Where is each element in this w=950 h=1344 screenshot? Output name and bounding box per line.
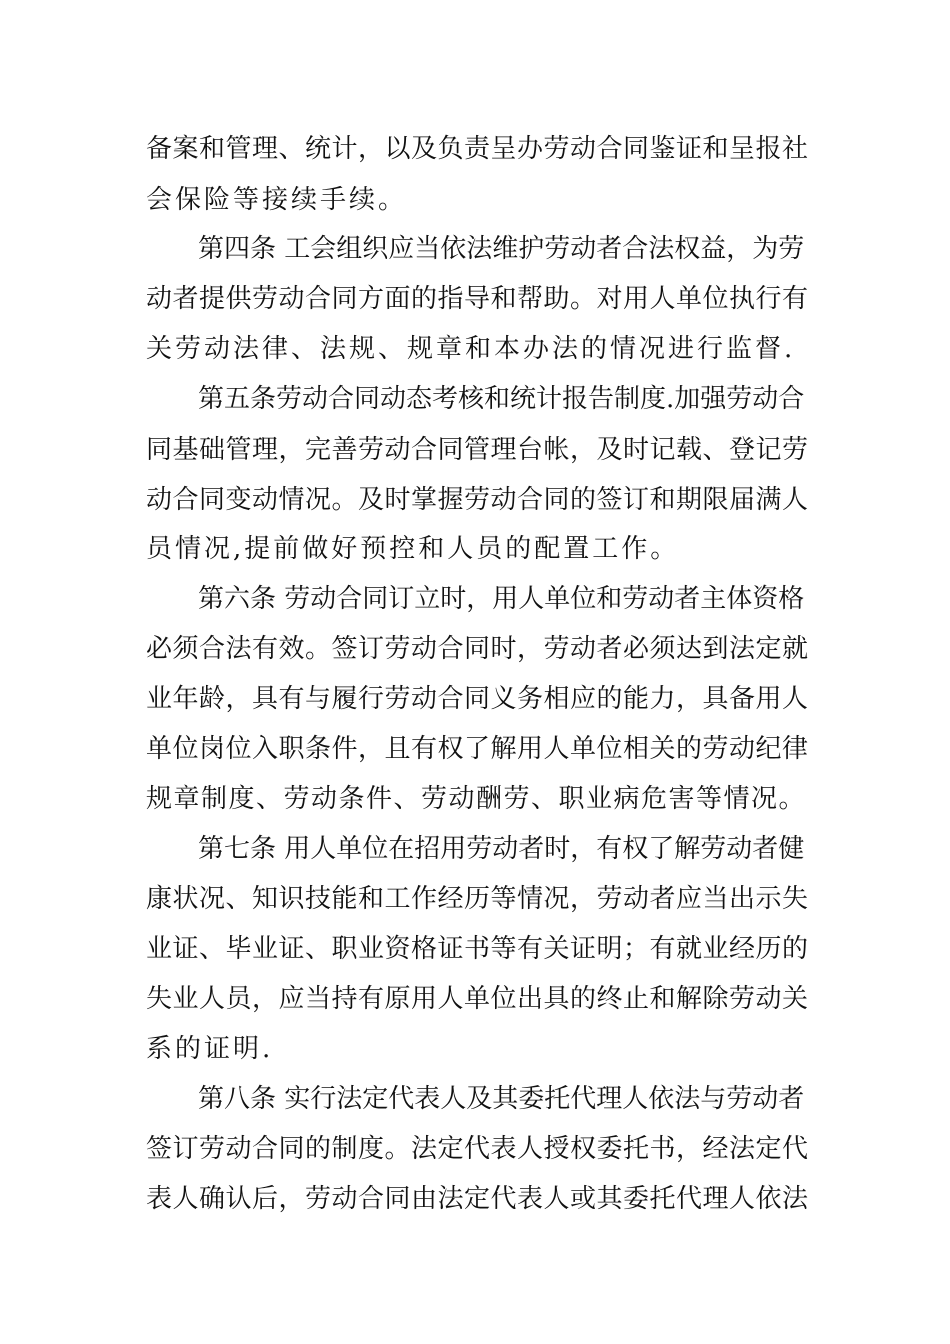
text-line: 必须合法有效。签订劳动合同时，劳动者必须达到法定就	[146, 634, 809, 664]
text-line: 员情况,提前做好预控和人员的配置工作。	[146, 534, 680, 564]
text-line: 系的证明.	[146, 1034, 274, 1064]
text-line: 关劳动法律、法规、规章和本办法的情况进行监督.	[146, 334, 796, 364]
article-6-first-line: 第六条 劳动合同订立时，用人单位和劳动者主体资格	[198, 584, 805, 614]
text-line: 康状况、知识技能和工作经历等情况，劳动者应当出示失	[146, 884, 809, 914]
text-line: 失业人员，应当持有原用人单位出具的终止和解除劳动关	[146, 984, 809, 1014]
text-line: 业年龄，具有与履行劳动合同义务相应的能力，具备用人	[146, 684, 809, 714]
text-line: 同基础管理，完善劳动合同管理台帐，及时记载、登记劳	[146, 435, 809, 465]
text-line: 会保险等接续手续。	[146, 185, 408, 215]
article-5-first-line: 第五条劳动合同动态考核和统计报告制度.加强劳动合	[198, 384, 805, 414]
text-line: 规章制度、劳动条件、劳动酬劳、职业病危害等情况。	[146, 784, 807, 814]
article-8-first-line: 第八条 实行法定代表人及其委托代理人依法与劳动者	[198, 1084, 805, 1114]
text-line: 备案和管理、统计，以及负责呈办劳动合同鉴证和呈报社	[146, 134, 809, 164]
article-4-first-line: 第四条 工会组织应当依法维护劳动者合法权益，为劳	[198, 234, 805, 264]
text-line: 动者提供劳动合同方面的指导和帮助。对用人单位执行有	[146, 284, 809, 314]
text-line: 签订劳动合同的制度。法定代表人授权委托书，经法定代	[146, 1134, 809, 1164]
text-line: 表人确认后，劳动合同由法定代表人或其委托代理人依法	[146, 1184, 809, 1214]
article-7-first-line: 第七条 用人单位在招用劳动者时，有权了解劳动者健	[198, 834, 805, 864]
text-line: 业证、毕业证、职业资格证书等有关证明；有就业经历的	[146, 934, 809, 964]
text-line: 单位岗位入职条件，且有权了解用人单位相关的劳动纪律	[146, 734, 809, 764]
text-line: 动合同变动情况。及时掌握劳动合同的签订和期限届满人	[146, 485, 809, 515]
